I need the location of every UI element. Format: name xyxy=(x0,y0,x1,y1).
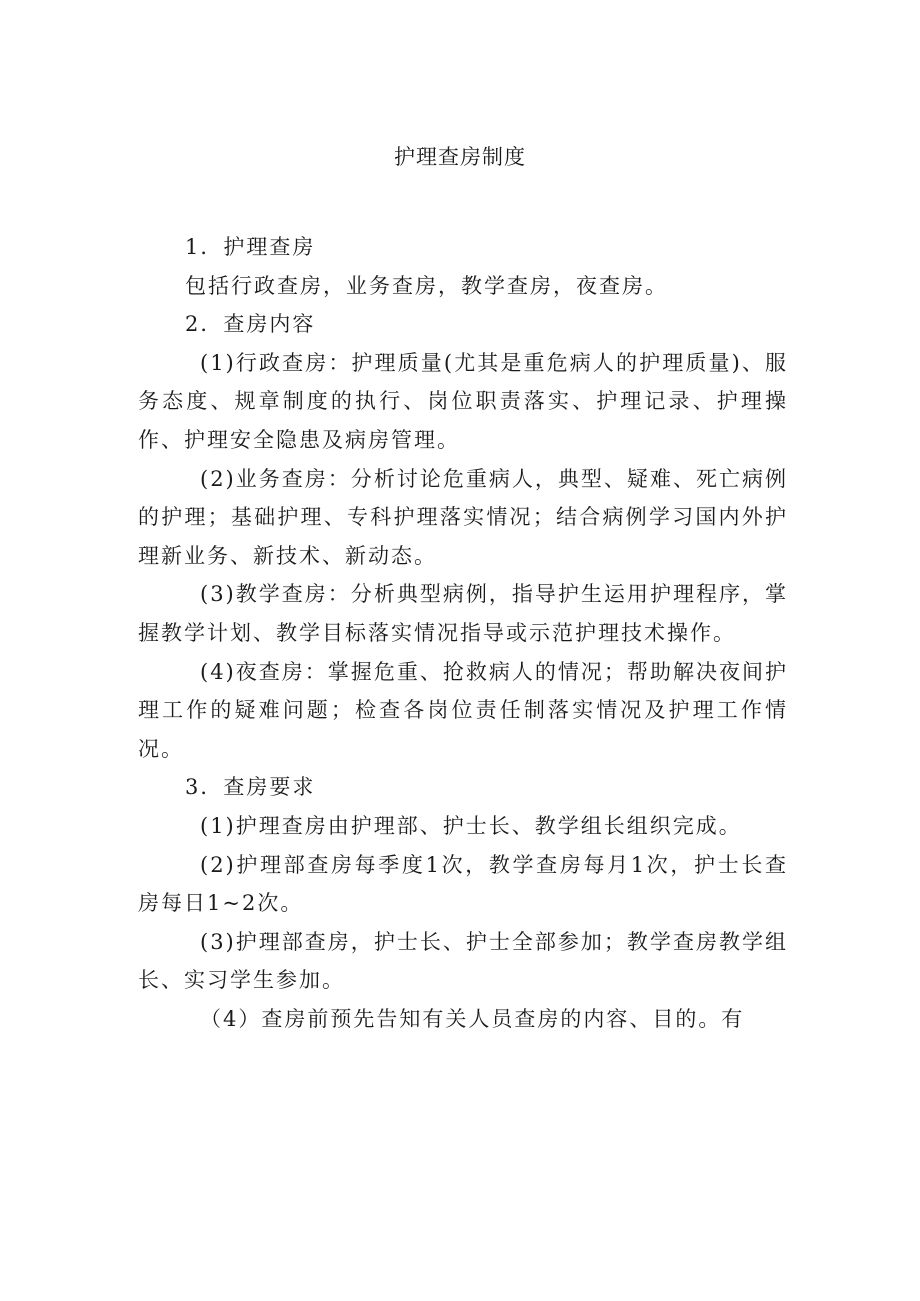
section-heading-2: 2．查房内容 xyxy=(185,312,316,337)
paragraph: (2)业务查房：分析讨论危重病人，典型、疑难、死亡病例的护理；基础护理、专科护理落实情况；结合病例学习国内外护理新业务、新技术、新动态。 xyxy=(138,466,788,568)
document-body xyxy=(138,228,788,1038)
paragraph: (3)护理部查房，护士长、护士全部参加；教学查房教学组长、实习学生参加。 xyxy=(138,929,788,993)
document-title: 护理查房制度 xyxy=(394,145,526,169)
paragraph: (1)护理查房由护理部、护士长、教学组长组织完成。 xyxy=(200,813,742,838)
paragraph: 包括行政查房，业务查房，教学查房，夜查房。 xyxy=(185,273,668,298)
section-heading-3: 3．查房要求 xyxy=(185,775,316,800)
paragraph: (4)夜查房：掌握危重、抢救病人的情况；帮助解决夜间护理工作的疑难问题；检查各岗位责任制落实情况及护理工作情况。 xyxy=(138,659,788,761)
paragraph: (1)行政查房：护理质量(尤其是重危病人的护理质量)、服务态度、规章制度的执行、岗位职责落实、护理记录、护理操作、护理安全隐患及病房管理。 xyxy=(138,350,788,452)
section-heading-1: 1．护理查房 xyxy=(185,235,316,259)
paragraph: (3)教学查房：分析典型病例，指导护生运用护理程序，掌握教学计划、教学目标落实情况指导或示范护理技术操作。 xyxy=(138,582,788,645)
paragraph: （4）查房前预先告知有关人员查房的内容、目的。有 xyxy=(200,1006,745,1031)
paragraph: (2)护理部查房每季度1次，教学查房每月1次，护士长查房每日1~2次。 xyxy=(138,852,788,916)
